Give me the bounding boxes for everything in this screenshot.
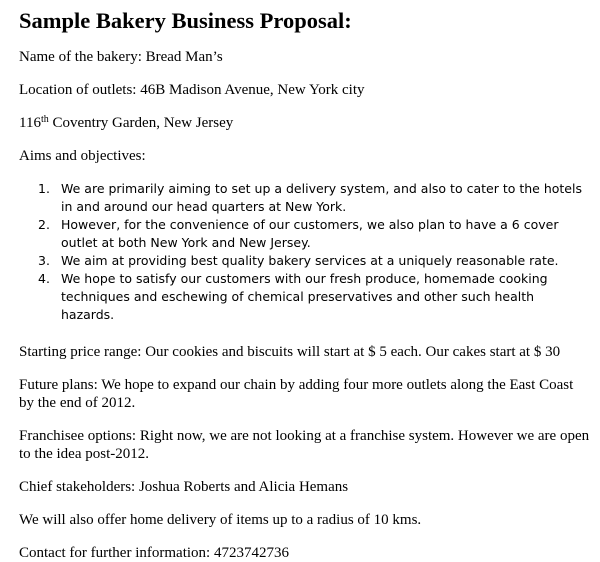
future-plans-line: Future plans: We hope to expand our chain by adding four more outlets along the East Coast by the end of 2012. — [19, 377, 574, 411]
address-rest: Coventry Garden, New Jersey — [48, 115, 234, 131]
list-number: 1. — [38, 181, 50, 196]
address-number: 116 — [19, 115, 41, 131]
second-location-line — [19, 114, 591, 132]
list-item — [19, 252, 591, 270]
list-item — [19, 180, 591, 216]
aims-heading: Aims and objectives: — [19, 148, 146, 164]
list-item — [19, 216, 591, 252]
list-number: 3. — [38, 253, 50, 268]
aims-list — [19, 180, 591, 324]
price-range-line: Starting price range: Our cookies and biscuits will start at $ 5 each. Our cakes start at $ 30 — [19, 344, 561, 360]
ordinal-suffix: th — [40, 114, 49, 125]
document-page — [19, 6, 591, 562]
list-number: 2. — [38, 217, 50, 232]
list-item-text: We aim at providing best quality bakery services at a uniquely reasonable rate. — [61, 253, 559, 268]
list-item-text: However, for the convenience of our customers, we also plan to have a 6 cover outlet at both New York and New Jersey. — [61, 217, 559, 250]
home-delivery-line: We will also offer home delivery of items up to a radius of 10 kms. — [19, 512, 422, 528]
list-item-text: We hope to satisfy our customers with our fresh produce, homemade cooking techniques and eschewing of chemical preservatives and other such health hazards. — [61, 271, 548, 322]
stakeholders-line: Chief stakeholders: Joshua Roberts and Alicia Hemans — [19, 479, 349, 495]
list-number: 4. — [38, 271, 50, 286]
location-line: Location of outlets: 46B Madison Avenue, New York city — [19, 82, 365, 98]
contact-line: Contact for further information: 4723742736 — [19, 545, 289, 561]
bakery-name-line: Name of the bakery: Bread Man’s — [19, 49, 223, 65]
document-title: Sample Bakery Business Proposal: — [19, 8, 352, 33]
list-item-text: We are primarily aiming to set up a delivery system, and also to cater to the hotels in and around our head quarters at New York. — [61, 181, 582, 214]
list-item — [19, 270, 591, 324]
franchise-options-line: Franchisee options: Right now, we are not looking at a franchise system. However we are open to the idea post-2012. — [19, 428, 590, 462]
